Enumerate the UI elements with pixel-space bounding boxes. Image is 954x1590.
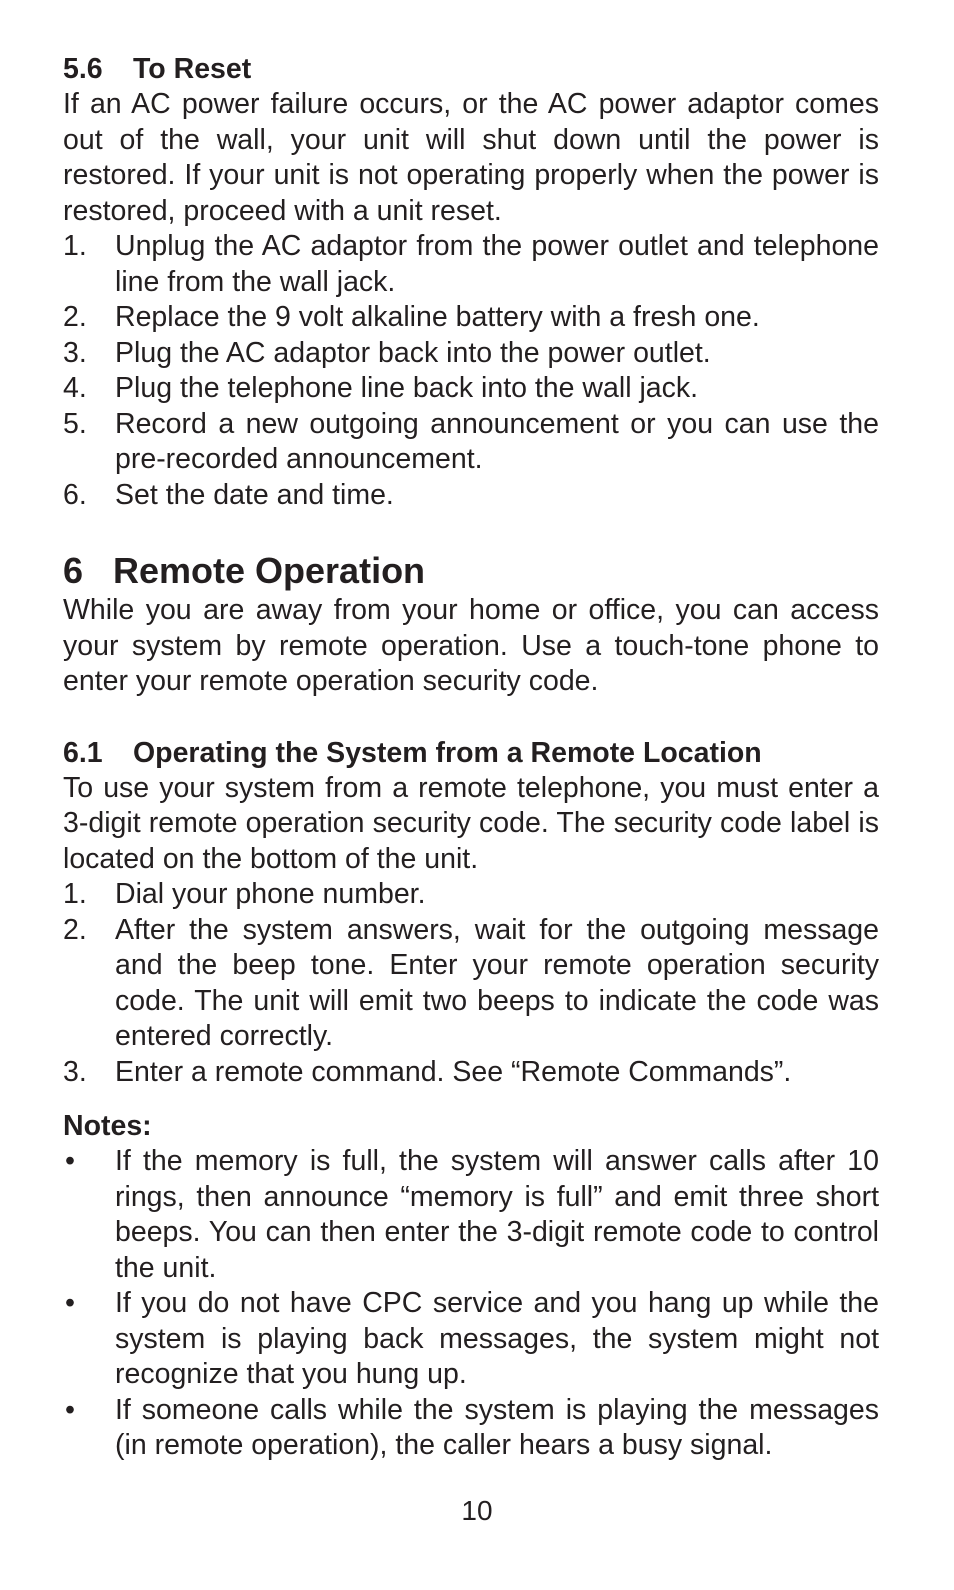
list-text: Plug the AC adaptor back into the power outlet.	[115, 336, 711, 369]
list-marker: 6.	[63, 478, 87, 511]
list-marker: 1.	[63, 878, 87, 910]
operating-steps-list	[63, 877, 879, 1090]
reset-steps-list	[63, 229, 879, 513]
list-item	[63, 877, 879, 913]
list-marker: 4.	[63, 372, 87, 404]
section-heading-to-reset	[63, 52, 879, 87]
bullet-icon: •	[65, 1287, 75, 1319]
list-text: If you do not have CPC service and you hang up while the system is playing back messages, the system might not recognize that you hung up.	[115, 1287, 879, 1390]
reset-intro-paragraph: If an AC power failure occurs, or the AC power adaptor comes out of the wall, your unit will shut down until the power is restored. If your unit is not operating properly when the power is restored, proceed with a unit reset.	[63, 88, 879, 227]
list-item	[63, 1144, 879, 1286]
list-text: If the memory is full, the system will answer calls after 10 rings, then announce “memory is full” and emit three short beeps. You can then enter the 3-digit remote code to control the unit.	[115, 1145, 879, 1284]
chapter-title: Remote Operation	[113, 550, 426, 591]
list-item	[63, 300, 879, 336]
list-marker: 2.	[63, 301, 87, 333]
notes-list	[63, 1144, 879, 1464]
list-item	[63, 913, 879, 1055]
list-text: Dial your phone number.	[115, 878, 426, 910]
list-item	[63, 407, 879, 478]
list-marker: 3.	[63, 1055, 87, 1088]
manual-page	[63, 52, 879, 1464]
notes-label: Notes:	[63, 1110, 152, 1142]
section-number: 5.6	[63, 53, 103, 85]
list-marker: 3.	[63, 336, 87, 369]
section-title: To Reset	[133, 53, 252, 85]
list-text: Enter a remote command. See “Remote Commands”.	[115, 1055, 792, 1088]
list-text: Set the date and time.	[115, 478, 394, 511]
bullet-icon: •	[65, 1393, 75, 1426]
list-item	[63, 1286, 879, 1393]
list-marker: 2.	[63, 913, 87, 946]
list-marker: 5.	[63, 407, 87, 440]
list-item	[63, 371, 879, 407]
operating-intro-paragraph: To use your system from a remote telephone, you must enter a 3-digit remote operation security code. The security code label is located on the bottom of the unit.	[63, 771, 879, 875]
list-item	[63, 1393, 879, 1464]
remote-intro-paragraph: While you are away from your home or office, you can access your system by remote operation. Use a touch-tone phone to enter your remote operation security code.	[63, 594, 879, 697]
section-title: Operating the System from a Remote Location	[133, 736, 762, 769]
chapter-heading-remote-operation	[63, 549, 879, 593]
list-text: Unplug the AC adaptor from the power outlet and telephone line from the wall jack.	[115, 230, 879, 298]
list-marker: 1.	[63, 230, 87, 262]
list-text: Record a new outgoing announcement or you can use the pre-recorded announcement.	[115, 407, 879, 475]
list-text: If someone calls while the system is playing the messages (in remote operation), the caller hears a busy signal.	[115, 1393, 879, 1461]
page-number: 10	[461, 1495, 493, 1526]
section-heading-operating-remote	[63, 736, 879, 771]
list-item	[63, 1055, 879, 1091]
list-item	[63, 336, 879, 372]
list-text: Plug the telephone line back into the wall jack.	[115, 372, 699, 404]
list-text: After the system answers, wait for the outgoing message and the beep tone. Enter your remote operation security code. The unit will emit two beeps to indicate the code was entered correctly.	[115, 913, 879, 1052]
list-item	[63, 229, 879, 300]
chapter-number: 6	[63, 550, 84, 591]
list-item	[63, 478, 879, 514]
list-text: Replace the 9 volt alkaline battery with a fresh one.	[115, 301, 760, 333]
section-number: 6.1	[63, 736, 103, 769]
bullet-icon: •	[65, 1145, 75, 1177]
